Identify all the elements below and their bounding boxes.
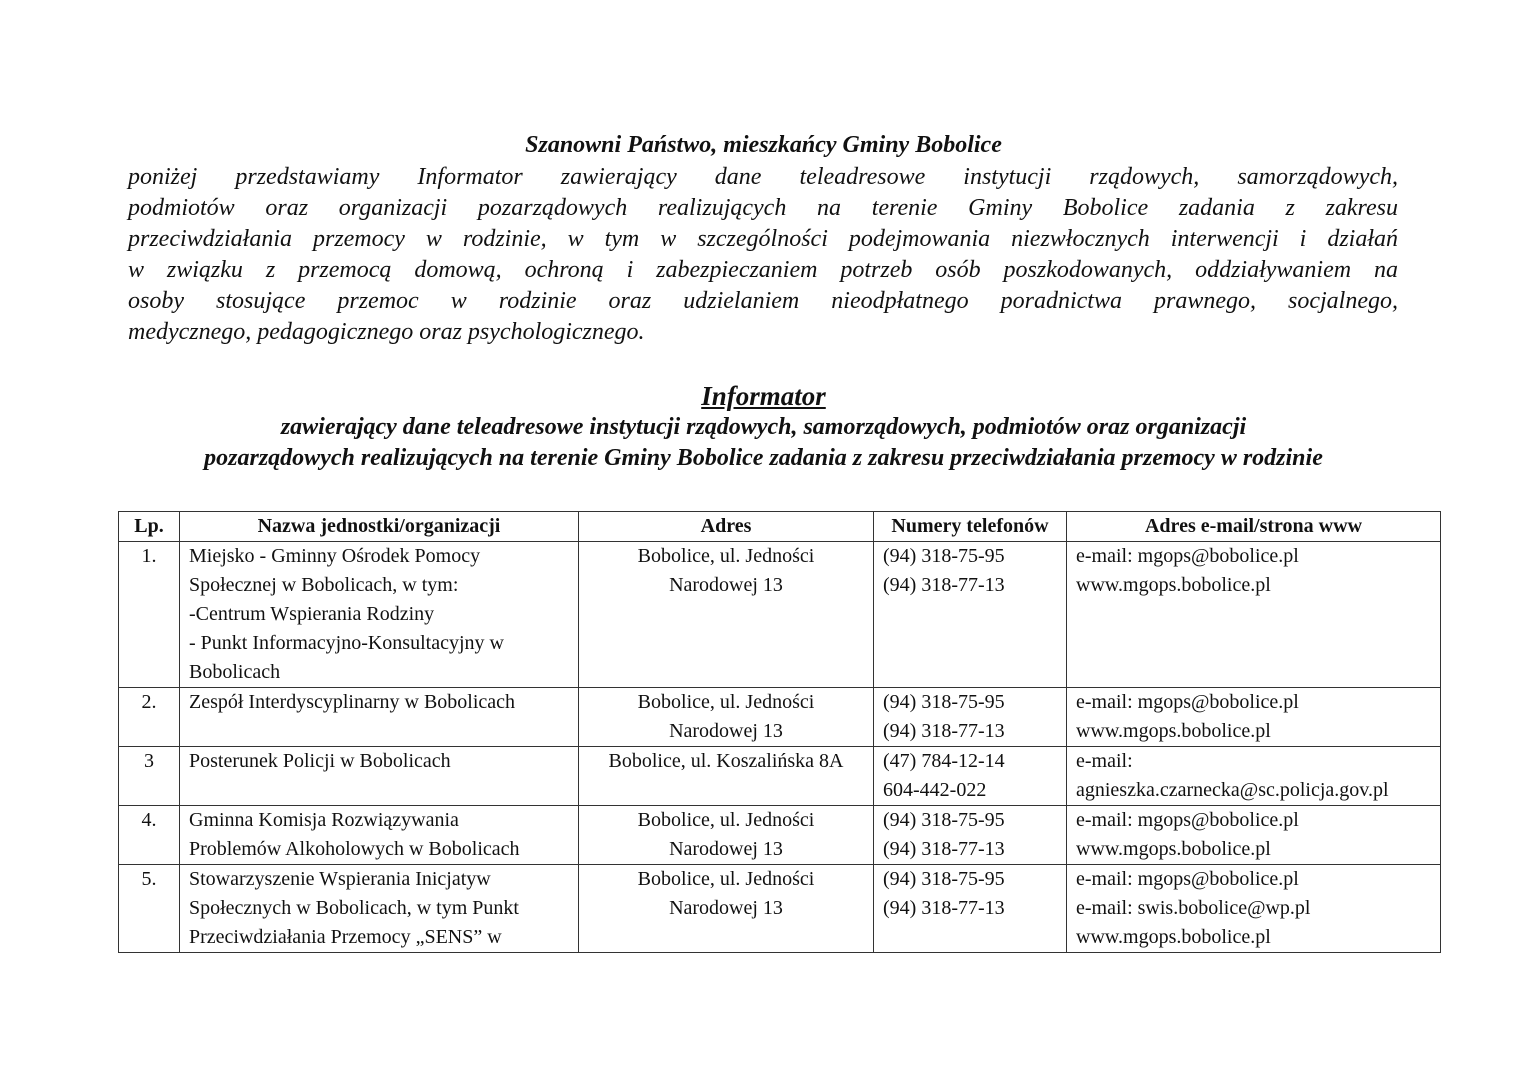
phone-number: (94) 318-75-95: [883, 545, 1005, 567]
name-line: - Punkt Informacyjno-Konsultacyjny w: [189, 632, 504, 654]
organization-address: [579, 806, 874, 865]
address-line: Bobolice, ul. Koszalińska 8A: [608, 750, 844, 772]
column-header-lp: Lp.: [119, 512, 180, 542]
email-address: e-mail: mgops@bobolice.pl: [1076, 868, 1299, 890]
organization-name: [180, 747, 579, 806]
website-address: www.mgops.bobolice.pl: [1076, 574, 1271, 596]
organization-contact: [1067, 806, 1441, 865]
phone-number: (94) 318-75-95: [883, 868, 1005, 890]
phone-number: (94) 318-75-95: [883, 691, 1005, 713]
name-line: Bobolicach: [189, 661, 281, 683]
table-row: [119, 806, 1441, 865]
row-number: 1.: [119, 542, 180, 688]
name-line: Zespół Interdyscyplinarny w Bobolicach: [189, 691, 516, 713]
informator-subtitle: [0, 412, 1527, 474]
organization-contact: [1067, 542, 1441, 688]
column-header-phones: Numery telefonów: [874, 512, 1067, 542]
organization-contact: [1067, 865, 1441, 953]
table-row: [119, 542, 1441, 688]
address-line: Bobolice, ul. Jedności: [637, 868, 815, 890]
phone-number: (47) 784-12-14: [883, 750, 1005, 772]
email-address: e-mail: swis.bobolice@wp.pl: [1076, 897, 1311, 919]
intro-line: medycznego, pedagogicznego oraz psychologicznego.: [128, 319, 645, 345]
column-header-email: Adres e-mail/strona www: [1067, 512, 1441, 542]
phone-number: 604-442-022: [883, 779, 987, 801]
organization-address: [579, 747, 874, 806]
organization-contact: [1067, 688, 1441, 747]
name-line: Przeciwdziałania Przemocy „SENS” w: [189, 926, 502, 948]
email-address: agnieszka.czarnecka@sc.policja.gov.pl: [1076, 779, 1389, 801]
organization-phones: [874, 865, 1067, 953]
organization-name: [180, 865, 579, 953]
phone-number: (94) 318-75-95: [883, 809, 1005, 831]
phone-number: (94) 318-77-13: [883, 838, 1005, 860]
website-address: www.mgops.bobolice.pl: [1076, 926, 1271, 948]
address-line: Narodowej 13: [669, 574, 783, 596]
organization-address: [579, 865, 874, 953]
organization-phones: [874, 542, 1067, 688]
address-line: Bobolice, ul. Jedności: [637, 691, 815, 713]
intro-line: poniżej przedstawiamy Informator zawierający dane teleadresowe instytucji rządowych, samorządowych,: [128, 164, 1398, 190]
email-address: e-mail: mgops@bobolice.pl: [1076, 545, 1299, 567]
row-number: 5.: [119, 865, 180, 953]
name-line: Problemów Alkoholowych w Bobolicach: [189, 838, 520, 860]
phone-number: (94) 318-77-13: [883, 897, 1005, 919]
address-line: Narodowej 13: [669, 720, 783, 742]
intro-line: podmiotów oraz organizacji pozarządowych realizujących na terenie Gminy Bobolice zadania z zakresu: [128, 195, 1398, 221]
informator-subtitle-line: pozarządowych realizujących na terenie Gminy Bobolice zadania z zakresu przeciwdziałania przemocy w rodzinie: [204, 445, 1323, 471]
table-row: [119, 688, 1441, 747]
phone-number: (94) 318-77-13: [883, 720, 1005, 742]
column-header-address: Adres: [579, 512, 874, 542]
organization-address: [579, 688, 874, 747]
table-header-row: [119, 512, 1441, 542]
name-line: Miejsko - Gminny Ośrodek Pomocy: [189, 545, 481, 567]
intro-line: przeciwdziałania przemocy w rodzinie, w tym w szczególności podejmowania niezwłocznych interwencji i działań: [128, 226, 1398, 252]
organization-name: [180, 542, 579, 688]
name-line: Posterunek Policji w Bobolicach: [189, 750, 451, 772]
email-address: e-mail: mgops@bobolice.pl: [1076, 691, 1299, 713]
phone-number: (94) 318-77-13: [883, 574, 1005, 596]
website-address: www.mgops.bobolice.pl: [1076, 838, 1271, 860]
row-number: 4.: [119, 806, 180, 865]
column-header-name: Nazwa jednostki/organizacji: [180, 512, 579, 542]
website-address: www.mgops.bobolice.pl: [1076, 720, 1271, 742]
row-number: 3: [119, 747, 180, 806]
name-line: Stowarzyszenie Wspierania Inicjatyw: [189, 868, 491, 890]
informator-subtitle-line: zawierający dane teleadresowe instytucji rządowych, samorządowych, podmiotów oraz organizacji: [280, 414, 1247, 440]
organization-phones: [874, 747, 1067, 806]
table-row: [119, 865, 1441, 953]
organization-phones: [874, 806, 1067, 865]
contact-directory-table: [118, 511, 1441, 953]
address-line: Narodowej 13: [669, 838, 783, 860]
greeting-title: Szanowni Państwo, mieszkańcy Gminy Bobolice: [525, 132, 1002, 158]
address-line: Bobolice, ul. Jedności: [637, 809, 815, 831]
organization-name: [180, 688, 579, 747]
intro-line: w związku z przemocą domową, ochroną i zabezpieczaniem potrzeb osób poszkodowanych, oddziaływaniem na: [128, 257, 1398, 283]
organization-name: [180, 806, 579, 865]
row-number: 2.: [119, 688, 180, 747]
table-row: [119, 747, 1441, 806]
name-line: Społecznych w Bobolicach, w tym Punkt: [189, 897, 519, 919]
informator-title: Informator: [701, 381, 826, 411]
name-line: Gminna Komisja Rozwiązywania: [189, 809, 459, 831]
organization-phones: [874, 688, 1067, 747]
name-line: -Centrum Wspierania Rodziny: [189, 603, 435, 625]
intro-paragraph: [128, 162, 1398, 348]
email-label: e-mail:: [1076, 750, 1133, 772]
intro-line: osoby stosujące przemoc w rodzinie oraz udzielaniem nieodpłatnego poradnictwa prawnego, socjalnego,: [128, 288, 1398, 314]
organization-contact: [1067, 747, 1441, 806]
email-address: e-mail: mgops@bobolice.pl: [1076, 809, 1299, 831]
address-line: Bobolice, ul. Jedności: [637, 545, 815, 567]
name-line: Społecznej w Bobolicach, w tym:: [189, 574, 459, 596]
organization-address: [579, 542, 874, 688]
address-line: Narodowej 13: [669, 897, 783, 919]
